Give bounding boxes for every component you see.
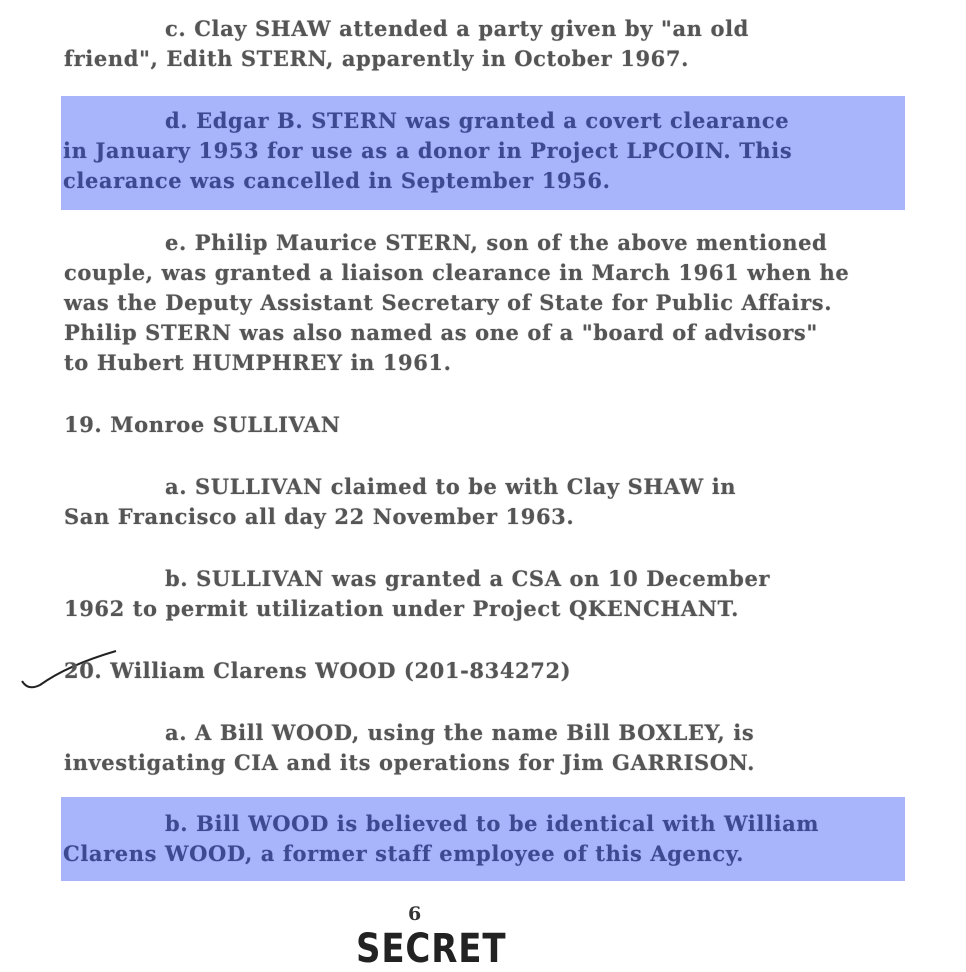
para-d-line3: clearance was cancelled in September 1956. [63,168,611,193]
highlight-section-20-b [61,797,905,881]
section-20-b-line2: Clarens WOOD, a former staff employee of this Agency. [63,841,745,866]
page-number: 6 [408,903,422,925]
para-e-line3: was the Deputy Assistant Secretary of State for Public Affairs. [64,290,833,315]
section-20-a-line2: investigating CIA and its operations for Jim GARRISON. [64,750,756,775]
para-e-line4: Philip STERN was also named as one of a "board of advisors" [64,320,818,345]
para-c-line2: friend", Edith STERN, apparently in October 1967. [64,46,690,71]
highlight-para-d [61,96,905,210]
section-19-a-line1: a. SULLIVAN claimed to be with Clay SHAW in [165,474,737,499]
para-d-line1: d. Edgar B. STERN was granted a covert clearance [165,108,790,133]
para-d-line2: in January 1953 for use as a donor in Project LPCOIN. This [63,138,793,163]
section-19-b-line2: 1962 to permit utilization under Project QKENCHANT. [64,596,739,621]
para-e-line1: e. Philip Maurice STERN, son of the above mentioned [165,230,828,255]
para-e-line5: to Hubert HUMPHREY in 1961. [64,350,452,375]
section-20-heading: 20. William Clarens WOOD (201-834272) [64,658,572,683]
section-20-b-line1: b. Bill WOOD is believed to be identical with William [165,811,820,836]
section-19-a-line2: San Francisco all day 22 November 1963. [64,504,575,529]
para-e-line2: couple, was granted a liaison clearance in March 1961 when he [64,260,850,285]
para-c-line1: c. Clay SHAW attended a party given by "an old [165,16,749,41]
section-20-a-line1: a. A Bill WOOD, using the name Bill BOXLEY, is [165,720,755,745]
section-19-heading: 19. Monroe SULLIVAN [64,412,341,437]
classification-stamp: SECRET [356,926,507,972]
section-19-b-line1: b. SULLIVAN was granted a CSA on 10 December [165,566,771,591]
